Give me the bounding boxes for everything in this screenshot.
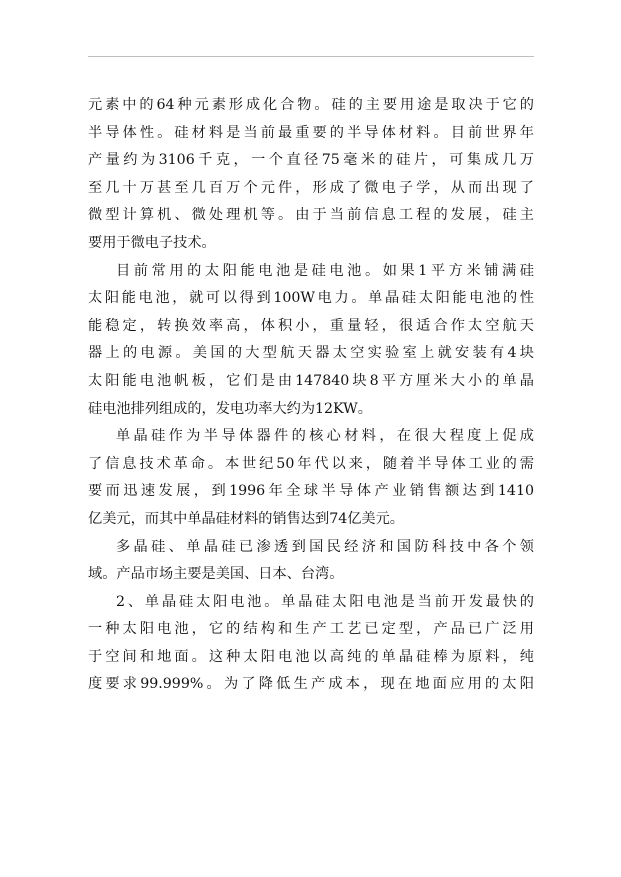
paragraph-solar-cells: [88, 258, 534, 424]
text-line: 亿美元，而其中单晶硅材料的销售达到74亿美元。: [88, 510, 404, 527]
text-line: 2、单晶硅太阳电池。单晶硅太阳电池是当前开发最快的: [116, 593, 534, 610]
text-line: 至几十万甚至几百万个元件，形成了微电子学，从而出现了: [88, 179, 534, 196]
document-body: [88, 92, 534, 699]
text-line: 器上的电源。美国的大型航天器太空实验室上就安装有4块: [88, 345, 534, 362]
paragraph-market: [88, 534, 534, 589]
text-line: 硅电池排列组成的，发电功率大约为12KW。: [88, 400, 372, 417]
text-line: 单晶硅作为半导体器件的核心材料，在很大程度上促成: [116, 428, 534, 445]
text-line: 于空间和地面。这种太阳电池以高纯的单晶硅棒为原料，纯: [88, 648, 534, 665]
header-rule: [88, 56, 534, 57]
text-line: 了信息技术革命。本世纪50年代以来，随着半导体工业的需: [88, 455, 534, 472]
text-line: 能稳定，转换效率高，体积小，重量轻，很适合作太空航天: [88, 317, 534, 334]
text-line: 要用于微电子技术。: [88, 234, 216, 251]
text-line: 微型计算机、微处理机等。由于当前信息工程的发展，硅主: [88, 207, 534, 224]
paragraph-semiconductor: [88, 423, 534, 533]
text-line: 元素中的64种元素形成化合物。硅的主要用途是取决于它的: [88, 97, 534, 113]
paragraph-monocrystalline-cell: [88, 589, 534, 699]
text-line: 度要求99.999%。为了降低生产成本，现在地面应用的太阳: [88, 676, 534, 693]
text-line: 一种太阳电池，它的结构和生产工艺已定型，产品已广泛用: [88, 621, 534, 638]
text-line: 多晶硅、单晶硅已渗透到国民经济和国防科技中各个领: [116, 538, 534, 555]
text-line: 太阳能电池帆板，它们是由147840块8平方厘米大小的单晶: [88, 372, 534, 389]
text-line: 域。产品市场主要是美国、日本、台湾。: [88, 566, 344, 583]
text-line: 产量约为3106千克，一个直径75毫米的硅片，可集成几万: [88, 152, 534, 169]
text-line: 要而迅速发展，到1996年全球半导体产业销售额达到1410: [88, 483, 534, 500]
text-line: 太阳能电池，就可以得到100W电力。单晶硅太阳能电池的性: [88, 290, 534, 307]
text-line: 目前常用的太阳能电池是硅电池。如果1平方米铺满硅: [116, 262, 534, 279]
paragraph-silicon-uses: [88, 92, 534, 258]
text-line: 半导体性。硅材料是当前最重要的半导体材料。目前世界年: [88, 124, 534, 141]
